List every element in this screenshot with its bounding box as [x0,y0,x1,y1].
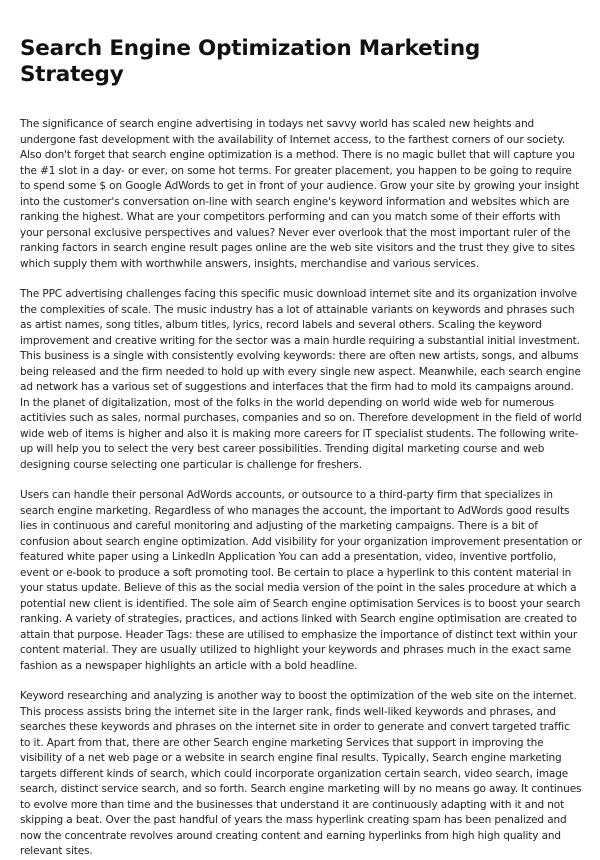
document-title: Search Engine Optimization Marketing Strategy [20,36,481,87]
document-page [20,0,582,860]
paragraph-1: The significance of search engine advertising in todays net savvy world has scaled new heights and undergone fast development with the availability of Internet access, to the farthest corners of our society. Also don't forget that search engine optimization is a method. There is no magic bullet that will capture you the #1 slot in a day- or ever, on some hot terms. For greater placement, you happen to be going to require to spend some $ on Google AdWords to get in front of your audience. Grow your site by growing your insight into the customer's conversation on-line with search engine's keyword information and websites which are ranking the highest. What are your competitors performing and can you match some of their efforts with your personal exclusive perspectives and values? Never ever overlook that the most important ruler of the ranking factors in search engine result pages online are the web site visitors and the trust they give to sites which supply them with worthwhile answers, insights, merchandise and various services. [20,118,580,270]
paragraph-4: Keyword researching and analyzing is another way to boost the optimization of the web site on the internet. This process assists bring the internet site in the larger rank, finds well-liked keywords and phrases, and searches these keywords and phrases on the internet site in order to generate and convert targeted traffic to it. Apart from that, there are other Search engine marketing Services that support in improving the visibility of a net web page or a website in search engine final results. Typically, Search engine marketing targets different kinds of search, which could incorporate organization certain search, video search, image search, distinct service search, and so forth. Search engine marketing will by no means go away. It continues to evolve more than time and the businesses that understand it are continuously adapting with it and not skipping a beat. Over the past handful of years the mass hyperlink creating spam has been penalized and now the concentrate revolves around creating content and earning hyperlinks from high high quality and relevant sites. [20,690,582,857]
paragraph-2: The PPC advertising challenges facing this specific music download internet site and its organization involve the complexities of scale. The music industry has a lot of attainable variants on keywords and phrases such as artist names, song titles, album titles, lyrics, record labels and several others. Scaling the keyword improvement and creative writing for the sector was a main hurdle requiring a substantial initial investment. This business is a single with consistently evolving keywords: there are often new artists, songs, and albums being released and the firm needed to hold up with every single new aspect. Meanwhile, each search engine ad network has a various set of suggestions and interfaces that the firm had to mold its campaigns around. In the planet of digitalization, most of the folks in the world depending on world wide web for numerous actitivies such as sales, normal purchases, companies and so on. Therefore development in the field of world wide web of items is higher and also it is making more careers for IT specialist students. The following write-up will help you to select the very best career possibilities. Trending digital marketing course and web designing course selecting one particular is challenge for freshers. [20,288,582,471]
paragraph-3: Users can handle their personal AdWords accounts, or outsource to a third-party firm that specializes in search engine marketing. Regardless of who manages the account, the important to AdWords good results lies in continuous and careful monitoring and adjusting of the marketing campaigns. There is a bit of confusion about search engine optimization. Add visibility for your organization improvement presentation or featured white paper using a LinkedIn Application You can add a presentation, video, inventive portfolio, event or e-book to produce a soft promoting tool. Be certain to place a hyperlink to this content material in your status update. Believe of this as the social media version of the point in the sales procedure at which a potential new client is identified. The sole aim of Search engine optimisation Services is to boost your search ranking. A variety of strategies, practices, and actions linked with Search engine optimisation are created to attain that purpose. Header Tags: these are utilised to emphasize the importance of distinct text within your content material. They are usually utilized to highlight your keywords and phrases much in the exact same fashion as a newspaper highlights an article with a bold headline. [20,489,582,672]
